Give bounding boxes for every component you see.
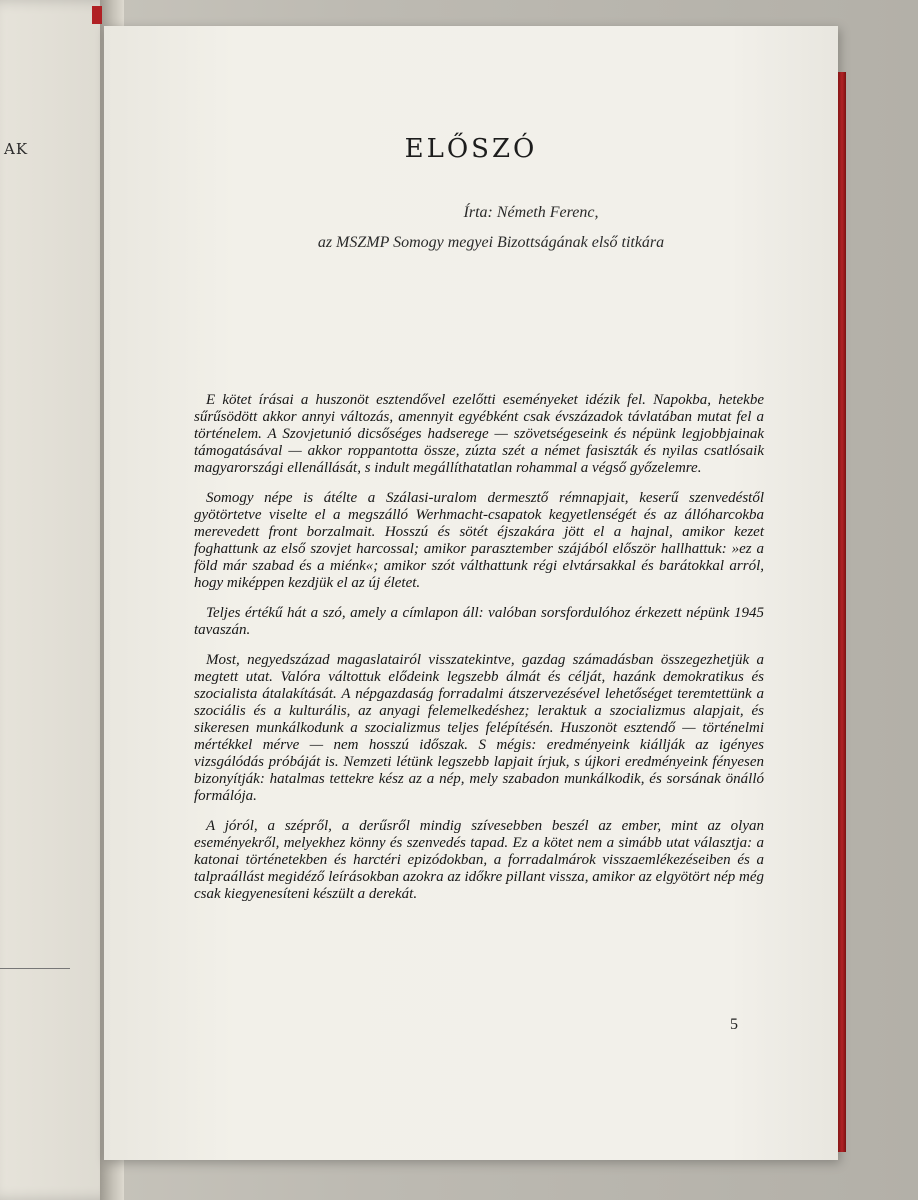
paragraph: E kötet írásai a huszonöt esztendővel ezelőtti eseményeket idézik fel. Napokba, hetekbe sűrűsödött akkor annyi változás, amennyit egyébként csak évszázadok távlatában mutat fel a történelem. A Szovjetunió dicsőséges hadserege — szövetségeseink és népünk legjobbjainak támogatásával — akkor roppantotta össze, zúzta szét a német fasiszták és nyilas csatlósaik magyarországi ellenállását, s indult megállíthatatlan rohammal a végső győzelemre. [194, 392, 764, 476]
byline-role: az MSZMP Somogy megyei Bizottságának első titkára [317, 234, 665, 251]
red-cover-corner [92, 6, 102, 24]
paragraph: Somogy népe is átélte a Szálasi-uralom dermesztő rémnapjait, keserű szenvedéstől gyötörtetve viselte el a megszálló Werhmacht-csapatok kegyetlenségét és az állóharcokba merevedett front borzalmait. Hosszú és sötét éjszakára jött el a hajnal, amikor kezet foghattunk az első szovjet harcossal; amikor parasztember szájából először hallhattuk: »ez a föld már szabad és a miénk«; amikor szót válthattunk régi elvtársakkal és barátokkal arról, hogy miképpen kezdjük el az új életet. [194, 490, 764, 591]
left-page-fragment-text: AK [4, 140, 29, 158]
paragraph: Most, negyedszázad magaslatairól visszatekintve, gazdag számadásban összegezhetjük a megtett utat. Valóra váltottuk elődeink legszebb álmát és célját, hazánk demokratikus és szocialista átalakítását. A népgazdaság forradalmi átszervezésével lehetőséget teremtettünk a szociális és a kulturális, az anyagi felemelkedéshez; leraktuk a szocializmus alapjait, és sikeresen munkálkodunk a szocializmus teljes felépítésén. Huszonöt esztendő — történelmi mértékkel mérve — nem hosszú időszak. S mégis: eredményeink kiállják az igényes vizsgálódás próbáját is. Nemzeti létünk legszebb lapjait írjuk, s újkori eredményeink fényesen bizonyítják: hatalmas tettekre kész az a nép, mely szabadon munkálkodik, és sorsának önálló formálója. [194, 652, 764, 804]
body-text [194, 392, 764, 916]
right-page [104, 26, 838, 1160]
byline-author: Írta: Németh Ferenc, [463, 204, 599, 221]
page-number: 5 [730, 1016, 738, 1033]
byline [104, 198, 838, 258]
left-page-rule [0, 968, 70, 969]
page-title: ELŐSZÓ [404, 134, 538, 164]
paragraph: A jóról, a szépről, a derűsről mindig szívesebben beszél az ember, mint az olyan eseményekről, melyekhez könny és szenvedés tapad. Ez a kötet nem a simább utat választja: a katonai történetekben és harctéri epizódokban, a forradalmárok visszaemlékezéseiben és a talpraállást megidéző leírásokban azokra az időkre pillant vissza, amikor az elgyötört nép még csak kiegyenesíteni készült a derekát. [194, 818, 764, 902]
paragraph: Teljes értékű hát a szó, amely a címlapon áll: valóban sorsfordulóhoz érkezett népünk 1945 tavaszán. [194, 605, 764, 638]
